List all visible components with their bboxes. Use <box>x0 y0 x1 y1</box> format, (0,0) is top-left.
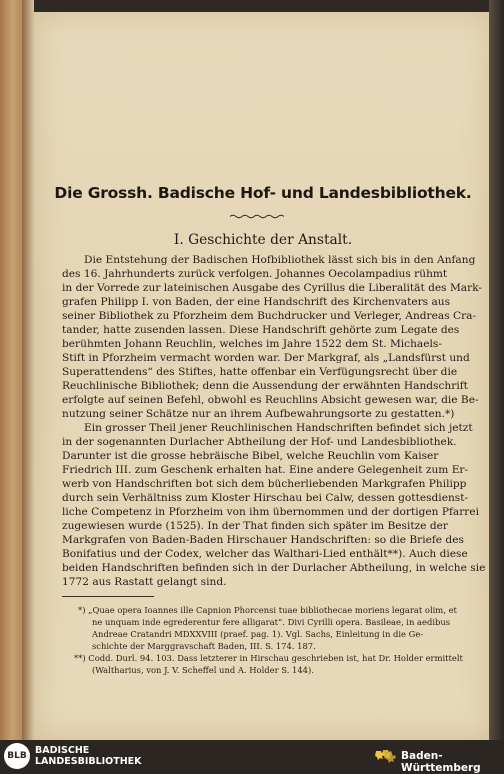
body-line: Friedrich III. zum Geschenk erhalten hat. Eine andere Gelegenheit zum Er- <box>62 464 469 476</box>
footer-bar <box>0 740 504 772</box>
body-line: in der sogenannten Durlacher Abtheilung der Hof- und Landesbibliothek. <box>62 436 457 448</box>
body-line: zugewiesen wurde (1525). In der That finden sich später im Besitze der <box>62 520 448 532</box>
footnote-line: Andreae Cratandri MDXXVIII (praef. pag. 1). Vgl. Sachs, Einleitung in die Ge- <box>92 629 424 639</box>
body-line: grafen Philipp I. von Baden, der eine Handschrift des Kirchenvaters aus <box>62 296 451 308</box>
body-line: Ein grosser Theil jener Reuchlinischen Handschriften befindet sich jetzt <box>84 422 473 434</box>
footnote-line: **) Codd. Durl. 94. 103. Dass letzterer in Hirschau geschrieben ist, hat Dr. Holder ermittelt <box>74 653 463 663</box>
footnote-rule <box>62 596 154 597</box>
body-line: nutzung seiner Schätze nur an ihrem Aufbewahrungsorte zu gestatten.*) <box>62 408 455 420</box>
section-heading: I. Geschichte der Anstalt. <box>173 232 353 248</box>
footnote-line: ne unquam inde egrederentur fere alligarat“. Divi Cyrilli opera. Basileae, in aedibus <box>92 617 451 627</box>
body-line: Stift in Pforzheim vermacht worden war. Der Markgraf, als „Landsfürst und <box>62 352 470 364</box>
library-name-line1: BADISCHE <box>35 745 90 756</box>
body-line: werb von Handschriften bot sich dem bücherliebenden Markgrafen Philipp <box>62 478 467 490</box>
body-line: erfolgte auf seinen Befehl, obwohl es Reuchlins Absicht gewesen war, die Be- <box>62 394 479 406</box>
body-line: Bonifatius und der Codex, welcher das Walthari-Lied enthält**). Auch diese <box>62 548 468 560</box>
blb-logo[interactable]: BLB <box>4 743 30 769</box>
baden-wuerttemberg-lions-icon[interactable] <box>375 748 397 764</box>
body-line: berühmten Johann Reuchlin, welches im Jahre 1522 dem St. Michaels- <box>62 338 442 350</box>
library-name[interactable] <box>35 745 142 767</box>
body-line: in der Vorrede zur lateinischen Ausgabe des Cyrillus die Liberalität des Mark- <box>62 282 483 294</box>
body-line: liche Competenz in Pforzheim von ihm übernommen und der dortigen Pfarrei <box>62 506 479 518</box>
footnote-line: (Waltharius, von J. V. Scheffel und A. Holder S. 144). <box>92 665 314 675</box>
body-line: seiner Bibliothek zu Pforzheim dem Buchdrucker und Verleger, Andreas Cra- <box>62 310 477 322</box>
left-page-edge <box>0 0 22 740</box>
footnote-line: *) „Quae opera Ioannes ille Capnion Phorcensi tuae bibliothecae moriens legarat olim, et <box>78 605 457 615</box>
body-line: Superattendens“ des Stiftes, hatte offenbar ein Verfügungsrecht über die <box>62 366 458 378</box>
body-line: Reuchlinische Bibliothek; denn die Aussendung der erwähnten Handschrift <box>62 380 468 392</box>
body-line: beiden Handschriften befinden sich in der Durlacher Abtheilung, in welche sie <box>62 562 486 574</box>
body-line: durch sein Verhältniss zum Kloster Hirschau bei Calw, dessen gottesdienst- <box>62 492 469 504</box>
book-gutter <box>22 0 34 740</box>
body-line: 1772 aus Rastatt gelangt sind. <box>62 576 227 588</box>
body-text <box>34 0 492 740</box>
body-line: Markgrafen von Baden-Baden Hirschauer Handschriften: so die Briefe des <box>62 534 464 546</box>
body-line: Darunter ist die grosse hebräische Bibel, welche Reuchlin vom Kaiser <box>62 450 439 462</box>
body-line: tander, hatte zusenden lassen. Diese Handschrift gehörte zum Legate des <box>62 324 460 336</box>
body-line: Die Entstehung der Badischen Hofbibliothek lässt sich bis in den Anfang <box>84 254 476 266</box>
body-line: des 16. Jahrhunderts zurück verfolgen. Johannes Oecolampadius rühmt <box>62 268 448 280</box>
state-name[interactable]: Baden-Württemberg <box>401 750 481 774</box>
page-title: Die Grossh. Badische Hof- und Landesbibliothek. <box>54 184 472 202</box>
library-name-line2: LANDESBIBLIOTHEK <box>35 756 142 767</box>
footnote-line: schichte der Marggravschaft Baden, III. S. 174. 187. <box>92 641 316 651</box>
